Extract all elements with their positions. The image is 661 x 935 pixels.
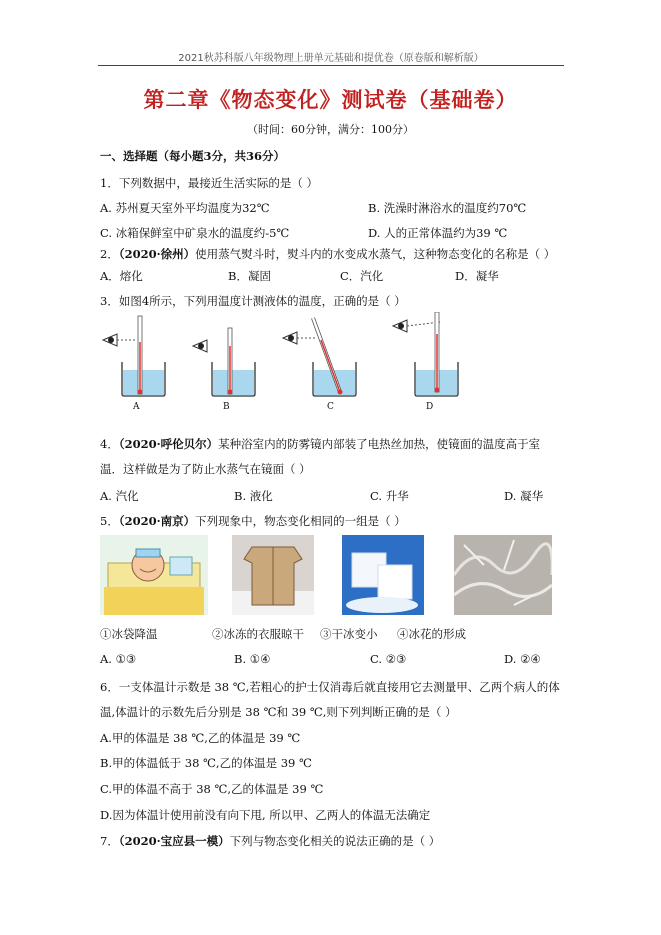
q4-number: 4． [100,437,119,451]
q4-text: 某种浴室内的防雾镜内部装了电热丝加热，使镜面的温度高于室 [218,437,541,451]
figure-d [393,312,458,396]
question-2-stem [100,246,555,262]
frozen-clothes-image [232,535,314,615]
q6-option-d: D.因为体温计使用前没有向下甩, 所以甲、乙两人的体温无法确定 [100,808,431,822]
question-6-stem: 6．一支体温计示数是 38 ℃,若粗心的护士仅消毒后就直接用它去测量甲、乙两个病人的体 [100,680,560,694]
q1-option-c: C. 冰箱保鲜室中矿泉水的温度约-5℃ [100,226,290,240]
fig-label-a: A [133,402,140,412]
q2-option-c: C．汽化 [340,269,384,283]
q2-source: （2020·徐州） [118,247,196,261]
question-3-stem: 3．如图4所示，下列用温度计测液体的温度，正确的是（ ） [100,294,406,308]
question-4-stem-cont: 温．这样做是为了防止水蒸气在镜面（ ） [100,462,311,476]
fig-label-b: B [223,402,230,412]
q5-source: （2020·南京） [118,514,196,528]
fig-label-d: D [426,402,434,412]
page-title: 第二章《物态变化》测试卷（基础卷） [143,87,518,112]
q5-option-b: B. ①④ [234,652,271,666]
eye-icon [398,323,404,329]
q5-caption-4: ④冰花的形成 [397,627,466,641]
eye-icon [198,343,204,349]
q2-option-d: D．凝华 [455,269,499,283]
q2-number: 2． [100,247,119,261]
question-6-stem-cont: 温,体温计的示数先后分别是 38 ℃和 39 ℃,则下列判断正确的是（ ） [100,705,457,719]
q7-number: 7． [100,834,119,848]
q5-option-c: C. ②③ [370,652,407,666]
fig-label-c: C [327,402,334,412]
q2-option-b: B．凝固 [228,269,271,283]
dry-ice-image [342,535,424,615]
eye-icon [108,337,114,343]
q2-text: 使用蒸气熨斗时，熨斗内的水变成水蒸气，这种物态变化的名称是（ ） [195,247,556,261]
q7-text: 下列与物态变化相关的说法正确的是（ ） [229,834,441,848]
q4-option-d: D. 凝华 [504,489,544,503]
q5-caption-1: ①冰袋降温 [100,627,158,641]
q1-option-a: A. 苏州夏天室外平均温度为32℃ [100,201,270,215]
q5-caption-2: ②冰冻的衣服晾干 [212,627,304,641]
eye-icon [288,335,294,341]
figure-b [193,328,255,396]
q6-option-c: C.甲的体温不高于 38 ℃,乙的体温是 39 ℃ [100,782,324,796]
q4-option-a: A. 汽化 [100,489,139,503]
q5-number: 5． [100,514,119,528]
question-5-stem [100,513,406,529]
question-4-stem [100,436,540,452]
q4-source: （2020·呼伦贝尔） [118,437,219,451]
ice-flower-image [454,535,552,615]
header-rule [98,65,564,66]
q7-source: （2020·宝应县一模） [118,834,230,848]
q4-option-c: C. 升华 [370,489,409,503]
section-heading: 一、选择题（每小题3分，共36分） [100,149,286,163]
q1-option-b: B. 洗澡时淋浴水的温度约70℃ [368,201,527,215]
question-1-stem: 1．下列数据中，最接近生活实际的是（ ） [100,176,318,190]
running-header: 2021秋苏科版八年级物理上册单元基础和提优卷（原卷版和解析版） [178,53,484,64]
q5-option-d: D. ②④ [504,652,541,666]
ice-pack-image [100,535,208,615]
figure-a [103,316,165,396]
q5-text: 下列现象中，物态变化相同的一组是（ ） [195,514,406,528]
q2-option-a: A．熔化 [100,269,143,283]
q1-option-d: D. 人的正常体温约为39 ℃ [368,226,508,240]
q5-option-a: A. ①③ [100,652,137,666]
q4-option-b: B. 液化 [234,489,273,503]
q6-option-b: B.甲的体温低于 38 ℃,乙的体温是 39 ℃ [100,756,312,770]
q6-option-a: A.甲的体温是 38 ℃,乙的体温是 39 ℃ [100,731,301,745]
figure-c [283,318,356,396]
thermometer-figure [95,312,475,412]
question-7-stem [100,833,440,849]
q5-caption-3: ③干冰变小 [320,627,378,641]
page-subtitle: （时间：60分钟，满分：100分） [247,123,414,136]
